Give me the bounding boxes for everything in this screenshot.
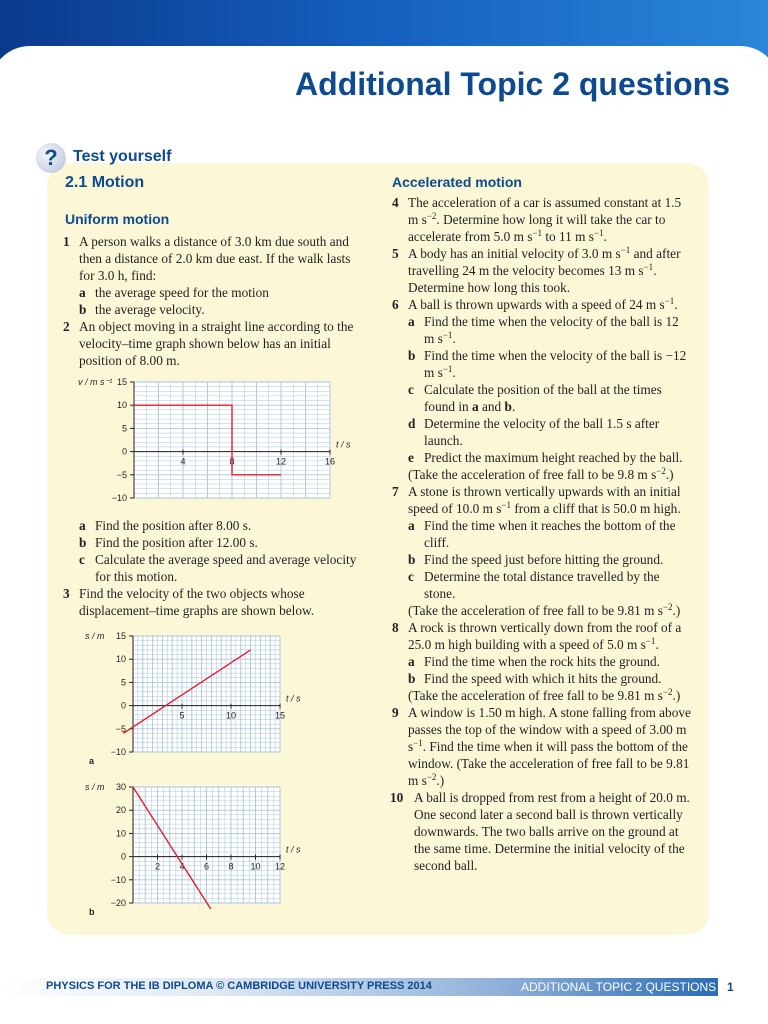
x-tick-label: 8 xyxy=(229,456,235,467)
question-number: 7 xyxy=(392,484,399,499)
x-axis-label: t / s xyxy=(286,693,301,704)
question-number: 9 xyxy=(392,705,399,720)
question-4: 4 The acceleration of a car is assumed constant at 1.5 m $s^{-2}$. Determine how long it will take the car to accelerate from 5.0 m $s^{-1}$ to 11 m $s^{-1}$. xyxy=(392,195,682,244)
question-text: An object moving in a straight line according to the velocity–time graph shown below has an initial position of 8.00 m. xyxy=(79,319,354,368)
y-tick-label: 0 xyxy=(120,700,126,711)
question-part: c Calculate the position of the ball at the times found in a and b. xyxy=(408,382,662,414)
uniform-motion-heading: Uniform motion xyxy=(65,211,170,227)
y-tick-label: 20 xyxy=(115,805,126,816)
question-part: a Find the position after 8.00 s. xyxy=(79,518,252,533)
y-tick-label: 5 xyxy=(121,423,127,434)
displacement-time-graph-a xyxy=(85,628,305,756)
question-8: 8 A rock is thrown vertically down from the roof of a 25.0 m high building with a speed of 5.0 m $s^{-1}$. a Find the time when the rock hits the ground. b Find the speed with which it hits the ground. (Take the acceleration of free fall to be 9.81 m $s^{-2}$.) xyxy=(392,619,692,704)
x-tick-label: 10 xyxy=(250,861,261,872)
question-part: b the average velocity. xyxy=(79,302,205,317)
x-axis-label: t / s xyxy=(336,439,351,450)
velocity-time-graph xyxy=(70,374,360,502)
question-7: 7 A stone is thrown vertically upwards with an initial speed of 10.0 m $s^{-1}$ from a cliff that is 50.0 m high. a Find the time when it reaches the bottom of the cliff. b Find the speed just before hitting the ground. c Determine the total distance travelled by the stone. (Take the acceleration of free fall to be 9.81 m $s^{-2}$.) xyxy=(392,483,692,619)
y-tick-label: 15 xyxy=(115,631,126,641)
test-yourself-heading: Test yourself xyxy=(73,148,172,165)
question-number: 4 xyxy=(392,195,399,210)
question-note: (Take the acceleration of free fall to be 9.81 m $s^{-2}$.) xyxy=(408,687,681,703)
question-note: (Take the acceleration of free fall to be 9.81 m $s^{-2}$.) xyxy=(408,602,681,618)
question-part: a the average speed for the motion xyxy=(79,285,269,300)
question-3 xyxy=(63,585,368,619)
question-note: (Take the acceleration of free fall to be 9.8 m $s^{-2}$.) xyxy=(408,466,674,482)
x-tick-label: 4 xyxy=(179,861,185,872)
x-tick-label: 12 xyxy=(275,456,287,467)
y-tick-label: −10 xyxy=(111,493,127,502)
question-number: 1 xyxy=(63,234,70,249)
question-part: c Determine the total distance travelled by the stone. xyxy=(408,569,660,601)
y-axis-label: s / m xyxy=(85,631,105,641)
y-tick-label: 10 xyxy=(115,654,126,665)
question-number: 6 xyxy=(392,297,399,312)
question-part: b Find the speed with which it hits the ground. xyxy=(408,671,662,686)
x-tick-label: 15 xyxy=(274,710,286,721)
y-tick-label: 10 xyxy=(116,400,127,411)
x-tick-label: 5 xyxy=(179,710,185,721)
question-part: a Find the time when the velocity of the ball is 12 m $s^{-1}$. xyxy=(408,314,679,346)
y-tick-label: 5 xyxy=(120,677,126,688)
graph-label-a: a xyxy=(89,756,95,766)
x-tick-label: 16 xyxy=(324,456,336,467)
left-column-top xyxy=(63,233,368,369)
question-part: b Find the position after 12.00 s. xyxy=(79,535,258,550)
x-tick-label: 10 xyxy=(225,710,237,721)
x-tick-label: 12 xyxy=(274,861,286,872)
section-heading: 2.1 Motion xyxy=(65,174,145,191)
y-axis-label: s / m xyxy=(85,782,105,792)
question-9: 9 A window is 1.50 m high. A stone falling from above passes the top of the window with a speed of 3.00 m $s^{-1}$. Find the time when it will pass the bottom of the window. (Take the acceleration of free fall to be 9.81 m $s^{-2}$.) xyxy=(392,705,691,788)
question-part: b Find the speed just before hitting the ground. xyxy=(408,552,664,567)
y-tick-label: 15 xyxy=(116,377,127,387)
x-tick-label: 8 xyxy=(228,861,234,872)
footer-copyright: PHYSICS FOR THE IB DIPLOMA © CAMBRIDGE UNIVERSITY PRESS 2014 xyxy=(46,980,432,992)
page-number: 1 xyxy=(727,980,734,994)
question-text: Find the velocity of the two objects whose displacement–time graphs are shown below. xyxy=(79,586,315,618)
question-number: 3 xyxy=(63,586,70,601)
question-part: c Calculate the average speed and average velocity for this motion. xyxy=(79,552,357,584)
y-tick-label: 30 xyxy=(115,782,126,792)
question-2 xyxy=(63,318,368,369)
right-column xyxy=(392,194,692,874)
y-tick-label: −5 xyxy=(116,469,127,480)
question-part: b Find the time when the velocity of the ball is −12 m $s^{-1}$. xyxy=(408,348,687,380)
displacement-time-graph-b xyxy=(85,779,305,909)
x-axis-label: t / s xyxy=(286,844,301,855)
question-2-parts xyxy=(63,517,368,585)
question-part: e Predict the maximum height reached by the ball. xyxy=(408,450,683,465)
footer-chapter: ADDITIONAL TOPIC 2 QUESTIONS xyxy=(521,980,717,994)
question-text: A person walks a distance of 3.0 km due south and then a distance of 2.0 km due east. If the walk lasts for 3.0 h, find: xyxy=(79,234,351,283)
y-tick-label: 0 xyxy=(121,446,127,457)
question-1 xyxy=(63,233,368,318)
y-tick-label: −10 xyxy=(110,747,126,756)
graph-label-b: b xyxy=(89,907,95,917)
question-part: d Determine the velocity of the ball 1.5 s after launch. xyxy=(408,416,660,448)
question-part: a Find the time when it reaches the bottom of the cliff. xyxy=(408,518,676,550)
question-mark-icon: ? xyxy=(36,143,66,173)
question-number: 2 xyxy=(63,319,70,334)
y-tick-label: 10 xyxy=(115,828,126,839)
question-5: 5 A body has an initial velocity of 3.0 m $s^{-1}$ and after travelling 24 m the velocity becomes 13 m $s^{-1}$. Determine how long this took. xyxy=(392,245,681,295)
y-axis-label: v / m s⁻¹ xyxy=(78,377,113,387)
question-number: 8 xyxy=(392,620,399,635)
x-tick-label: 6 xyxy=(203,861,210,872)
left-column-mid xyxy=(63,517,368,619)
x-tick-label: 4 xyxy=(180,456,186,467)
y-tick-label: 0 xyxy=(120,851,126,862)
y-tick-label: −10 xyxy=(110,874,126,885)
x-tick-label: 2 xyxy=(154,861,161,872)
y-tick-label: −5 xyxy=(115,723,126,734)
question-6: 6 A ball is thrown upwards with a speed of 24 m $s^{-1}$. a Find the time when the velocity of the ball is 12 m $s^{-1}$. b Find the time when the velocity of the ball is −12 m $s^{-1}$. c Calculate the position of the ball at the times found in a and b. d Determine the velocity of the ball 1.5 s after launch. e Predict the maximum height reached by the ball. (Take the acceleration of free fall to be 9.8 m $s^{-2}$.) xyxy=(392,296,692,483)
question-number: 5 xyxy=(392,246,399,261)
page-title: Additional Topic 2 questions xyxy=(295,66,730,102)
accelerated-motion-heading: Accelerated motion xyxy=(392,174,522,190)
y-tick-label: −20 xyxy=(110,898,126,908)
page-footer xyxy=(0,974,768,1000)
question-10: 10 A ball is dropped from rest from a height of 20.0 m. One second later a second ball is thrown vertically downwards. The two balls arrive on the ground at the same time. Determine the initial velocity of the second ball. xyxy=(390,790,690,873)
question-part: a Find the time when the rock hits the ground. xyxy=(408,654,660,669)
question-number: 10 xyxy=(390,790,404,805)
